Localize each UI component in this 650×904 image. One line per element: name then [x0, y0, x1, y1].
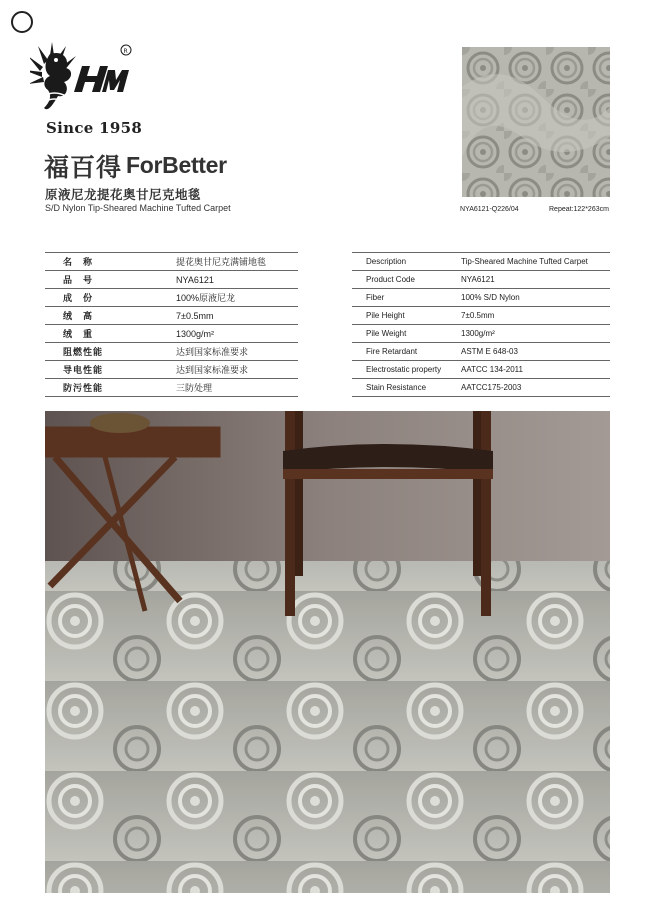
- spec-label: 防污性能: [63, 383, 104, 393]
- spec-label: Fire Retardant: [366, 347, 418, 356]
- table-row: [45, 253, 298, 271]
- table-row: [45, 343, 298, 361]
- spec-table-cn: [45, 252, 298, 397]
- seahorse-logo-icon: [30, 36, 140, 120]
- product-subtitle-en: S/D Nylon Tip-Sheared Machine Tufted Carpet: [45, 203, 231, 213]
- table-row: [352, 307, 610, 325]
- spec-value: NYA6121: [461, 275, 495, 284]
- spec-table-en: [352, 252, 610, 397]
- table-row: [45, 289, 298, 307]
- spec-label: 绒 重: [63, 329, 94, 339]
- spec-value: 7±0.5mm: [176, 310, 214, 321]
- spec-label: 成 份: [63, 293, 94, 303]
- table-row: [352, 253, 610, 271]
- spec-label: 导电性能: [63, 365, 104, 375]
- product-subtitle-cn: 原液尼龙提花奥甘尼克地毯: [45, 187, 202, 202]
- table-row: [352, 361, 610, 379]
- spec-value: 7±0.5mm: [461, 311, 495, 320]
- spec-value: 三防处理: [176, 383, 213, 393]
- table-row: [45, 361, 298, 379]
- spec-value: 1300g/m²: [461, 329, 495, 338]
- table-row: [45, 379, 298, 397]
- spec-label: Fiber: [366, 293, 385, 302]
- svg-text:R: R: [123, 48, 128, 55]
- since-year: Since 1958: [46, 119, 143, 137]
- corner-circle-mark: [11, 11, 33, 33]
- spec-value: AATCC 134-2011: [461, 365, 523, 374]
- room-scene-photo: [45, 411, 610, 893]
- table-row: [352, 325, 610, 343]
- table-row: [352, 343, 610, 361]
- spec-label: 品 号: [63, 275, 94, 285]
- table-row: [45, 271, 298, 289]
- spec-value: 100%原液尼龙: [176, 293, 236, 303]
- spec-value: NYA6121: [176, 274, 214, 285]
- spec-value: 100% S/D Nylon: [461, 293, 520, 302]
- spec-value: AATCC175-2003: [461, 383, 522, 392]
- table-row: [45, 325, 298, 343]
- brand-name-en: ForBetter: [126, 152, 227, 178]
- spec-label: Electrostatic property: [366, 365, 442, 374]
- table-row: [352, 289, 610, 307]
- swatch-repeat: Repeat:122*263cm: [549, 206, 609, 213]
- spec-label: Product Code: [366, 275, 415, 284]
- spec-value: 1300g/m²: [176, 328, 215, 339]
- spec-value: Tip-Sheared Machine Tufted Carpet: [461, 257, 588, 266]
- spec-value: 达到国家标准要求: [176, 365, 249, 375]
- swatch-code: NYA6121-Q226/04: [460, 206, 519, 213]
- spec-label: 阻燃性能: [63, 347, 104, 357]
- spec-label: Stain Resistance: [366, 383, 427, 392]
- table-row: [45, 307, 298, 325]
- table-row: [352, 379, 610, 397]
- table-row: [352, 271, 610, 289]
- carpet-swatch-image: [462, 47, 610, 197]
- spec-label: Pile Height: [366, 311, 405, 320]
- brand-name-cn: 福百得: [44, 153, 123, 182]
- spec-value: ASTM E 648-03: [461, 347, 518, 356]
- spec-label: Description: [366, 257, 407, 266]
- spec-label: 绒 高: [63, 311, 94, 321]
- spec-value: 提花奥甘尼克满铺地毯: [176, 257, 267, 267]
- spec-value: 达到国家标准要求: [176, 347, 249, 357]
- spec-label: Pile Weight: [366, 329, 407, 338]
- spec-label: 名 称: [63, 257, 94, 267]
